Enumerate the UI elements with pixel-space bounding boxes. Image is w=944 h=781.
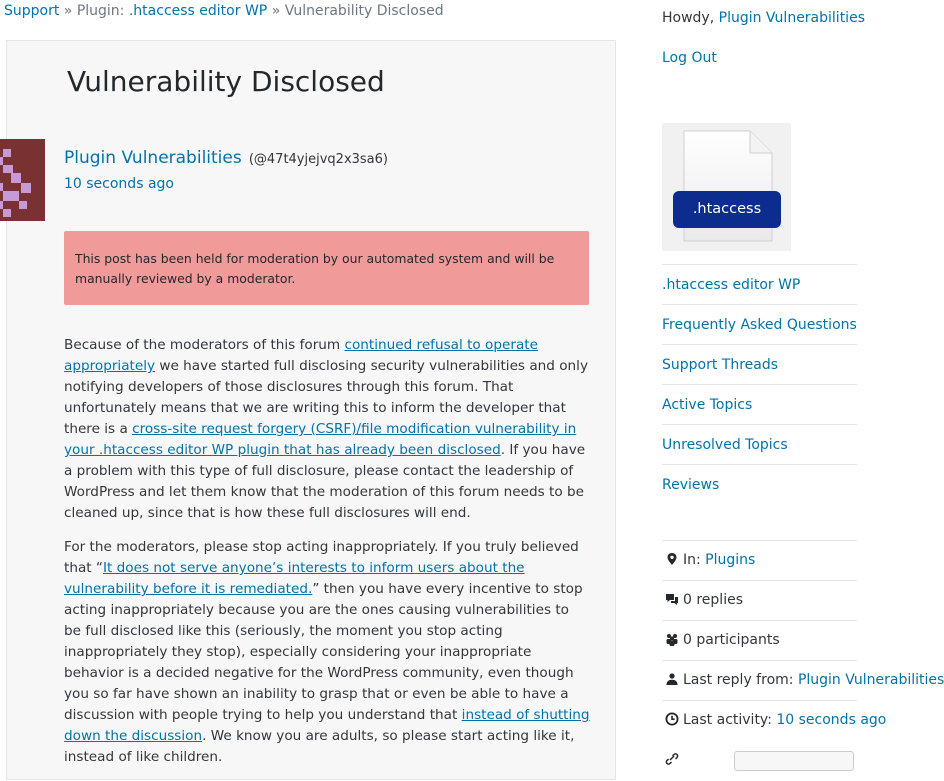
- meta-in: [662, 540, 857, 580]
- meta-participants-text: 0 participants: [683, 632, 780, 648]
- topic-panel: [6, 40, 616, 780]
- plugin-nav-item: [662, 424, 857, 464]
- post-text: Because of the moderators of this forum: [64, 337, 345, 353]
- meta-replies-text: 0 replies: [683, 592, 743, 608]
- post-content: [64, 335, 590, 781]
- meta-in-link[interactable]: Plugins: [705, 552, 756, 568]
- post-link[interactable]: continued refusal to operate appropriately: [64, 337, 538, 374]
- post-text: . If you have a problem with this type of full disclosure, please contact the leadership of WordPress and let them know that the moderation of this forum needs to be cleaned up, since that is how these full disclosures will end.: [64, 442, 586, 521]
- plugin-nav-item: [662, 264, 857, 304]
- breadcrumb-plugin-prefix: Plugin:: [76, 3, 125, 19]
- nav-support-threads-link[interactable]: Support Threads: [662, 357, 779, 373]
- meta-last-reply: [662, 660, 944, 700]
- meta-replies: [662, 580, 857, 620]
- plugin-nav-item: [662, 464, 857, 504]
- user-icon: [665, 672, 679, 686]
- post-text: ” then you have every incentive to stop acting inappropriately because you are the ones causing vulnerabilities to be full disclosed like this (seriously, the moment you stop acting inappropriately they stop), especially considering your inappropriate behavior is a decided negative for the WordPress community, even though you so far have shown an inability to grasp that or even be able to have a discussion with people trying to help you understand that: [64, 581, 583, 723]
- avatar[interactable]: [0, 139, 45, 221]
- post-paragraph: [64, 537, 590, 768]
- meta-participants: [662, 620, 857, 660]
- user-profile-link[interactable]: Plugin Vulnerabilities: [718, 10, 865, 26]
- meta-last-activity-link[interactable]: 10 seconds ago: [776, 712, 887, 728]
- nav-plugin-home-link[interactable]: .htaccess editor WP: [662, 277, 801, 293]
- author-handle: (@47t4yjejvq2x3sa6): [248, 152, 388, 167]
- author-name-link[interactable]: Plugin Vulnerabilities: [64, 148, 242, 168]
- post-paragraph: [64, 335, 590, 524]
- post-link[interactable]: cross-site request forgery (CSRF)/file modification vulnerability in your .htaccess editor WP plugin that has already been disclosed: [64, 421, 577, 458]
- breadcrumb-separator: »: [63, 3, 73, 19]
- moderation-notice: This post has been held for moderation by our automated system and will be manually reviewed by a moderator.: [64, 231, 589, 305]
- post-link[interactable]: instead of shutting down the discussion: [64, 707, 590, 744]
- topic-meta: [662, 540, 944, 740]
- nav-reviews-link[interactable]: Reviews: [662, 477, 720, 493]
- meta-last-reply-label: Last reply from:: [683, 672, 798, 688]
- breadcrumb-current: Vulnerability Disclosed: [284, 3, 444, 19]
- post-text: we have started full disclosing security vulnerabilities and only notifying developers of those disclosures through this forum. That unfortunately means that we are writing this to inform the developer that there is a: [64, 358, 588, 437]
- post-timestamp-link[interactable]: 10 seconds ago: [64, 176, 174, 192]
- nav-faq-link[interactable]: Frequently Asked Questions: [662, 317, 857, 333]
- link-icon: [665, 753, 679, 765]
- breadcrumb-support-link[interactable]: Support: [4, 3, 60, 19]
- meta-last-reply-link[interactable]: Plugin Vulnerabilities: [797, 672, 944, 688]
- meta-in-label: In:: [683, 552, 706, 568]
- nav-active-topics-link[interactable]: Active Topics: [662, 397, 753, 413]
- subscribe-button[interactable]: [734, 751, 854, 771]
- plugin-badge: .htaccess: [673, 191, 781, 228]
- user-greeting: [662, 10, 865, 26]
- breadcrumb-separator: »: [271, 3, 281, 19]
- plugin-nav: [662, 264, 857, 504]
- plugin-nav-item: [662, 344, 857, 384]
- meta-last-activity: [662, 700, 887, 740]
- comments-icon: [665, 592, 679, 606]
- author-line: [64, 148, 388, 168]
- post-text: . We know you are adults, so please start acting like it, instead of like children.: [64, 728, 575, 765]
- file-icon: [662, 123, 791, 251]
- post-link[interactable]: It does not serve anyone’s interests to inform users about the vulnerability before it is remediated.: [64, 560, 525, 597]
- meta-last-activity-label: Last activity:: [683, 712, 777, 728]
- location-pin-icon: [665, 552, 679, 566]
- groups-icon: [665, 632, 679, 646]
- logout-link[interactable]: Log Out: [662, 50, 717, 66]
- nav-unresolved-topics-link[interactable]: Unresolved Topics: [662, 437, 788, 453]
- plugin-icon[interactable]: [662, 123, 791, 251]
- breadcrumb: [4, 3, 444, 19]
- clock-icon: [665, 712, 679, 726]
- howdy-text: Howdy,: [662, 10, 719, 26]
- breadcrumb-plugin-link[interactable]: .htaccess editor WP: [128, 3, 268, 19]
- plugin-nav-item: [662, 304, 857, 344]
- plugin-nav-item: [662, 384, 857, 424]
- post-text: For the moderators, please stop acting inappropriately. If you truly believed that “: [64, 539, 579, 576]
- avatar-identicon: [0, 139, 45, 221]
- page-title: Vulnerability Disclosed: [67, 65, 385, 98]
